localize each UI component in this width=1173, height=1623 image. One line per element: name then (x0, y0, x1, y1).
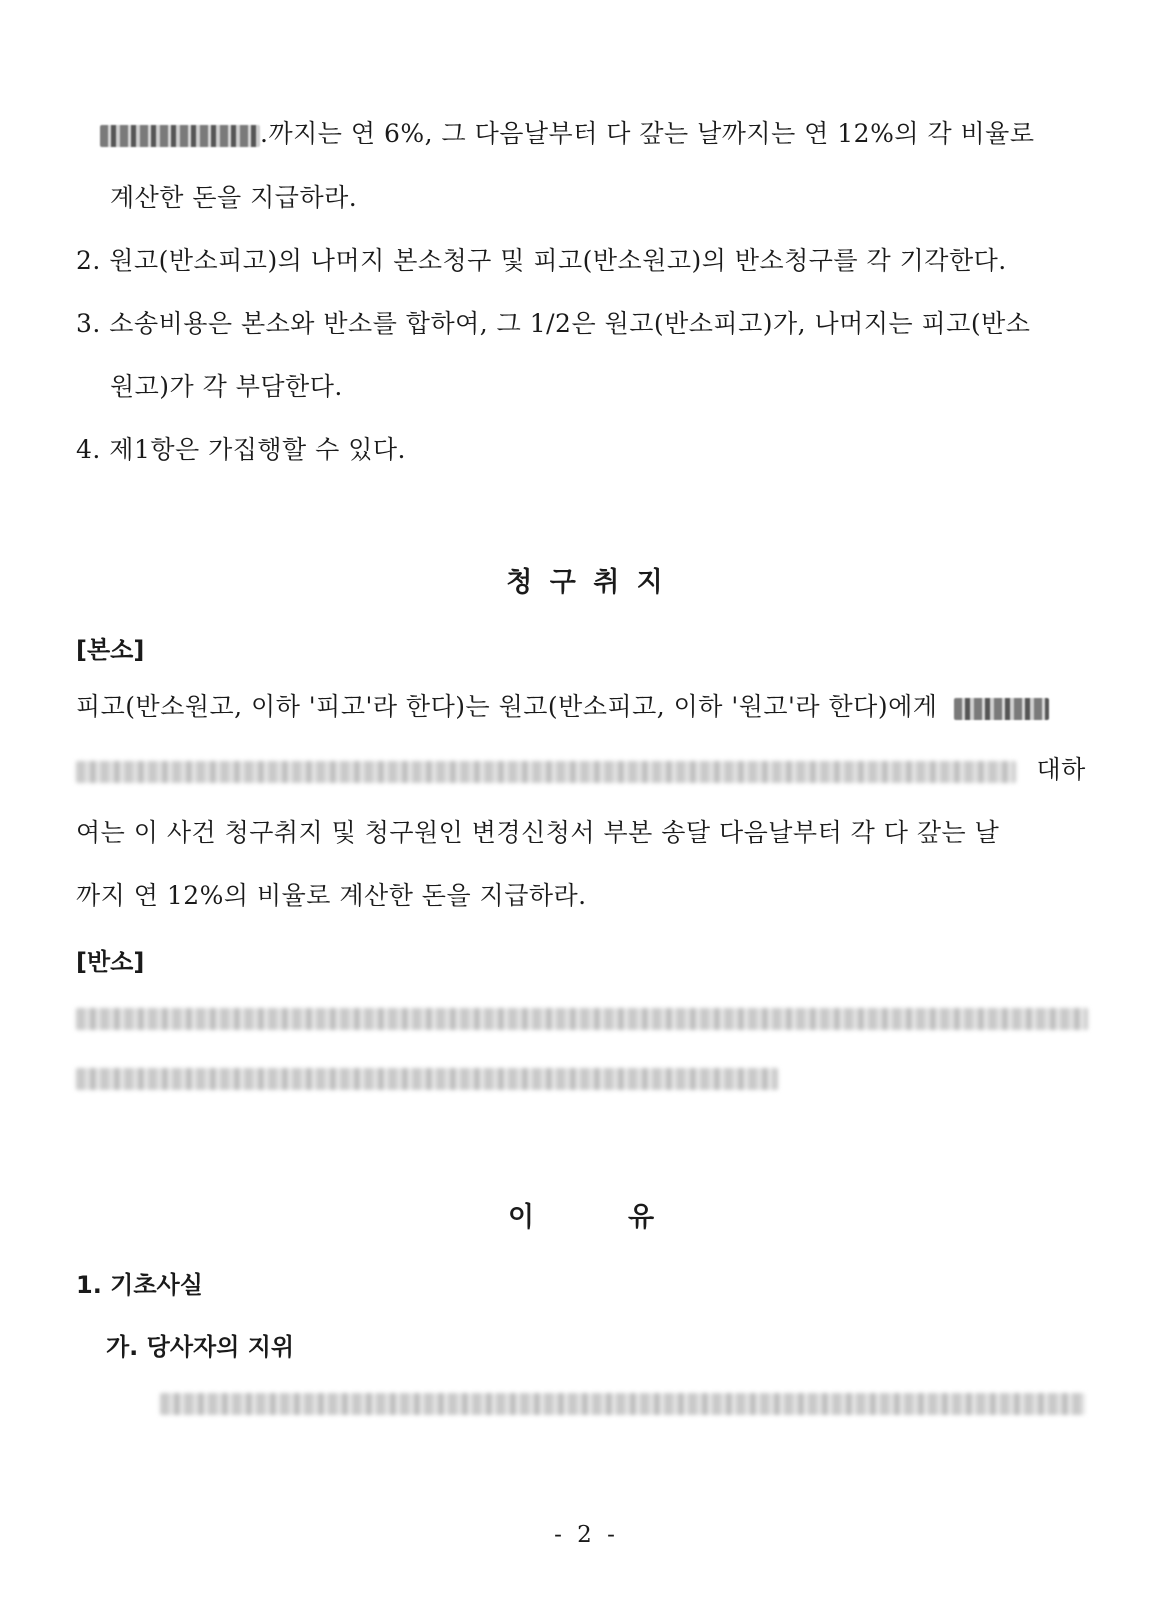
redacted-date (100, 125, 260, 147)
main-claim-label: [본소] (76, 636, 145, 664)
section-1-heading: 1. 기초사실 (76, 1271, 203, 1299)
counter-claim-label: [반소] (76, 948, 145, 976)
order-item-2: 2. 원고(반소피고)의 나머지 본소청구 및 피고(반소원고)의 반소청구를 각 기각한다. (76, 246, 1007, 275)
redacted-counter-line-1 (76, 1008, 1088, 1032)
claim-heading: 청 구 취 지 (506, 567, 667, 598)
document-page: .까지는 연 6%, 그 다음날부터 다 갚는 날까지는 연 12%의 각 비율로 계산한 돈을 지급하라. 2. 원고(반소피고)의 나머지 본소청구 및 피고(반소원고)의 반소청구를 각 기각한다. 3. 소송비용은 본소와 반소를 합하여, 그 1/2은 원고(반소피고)가, 나머지는 피고(반소 원고)가 각 부담한다. 4. 제1항은 가집행할 수 있다. 청 구 취 지 [본소] 피고(반소원고, 이하 '피고'라 한다)는 원고(반소피고, 이하 '원고'라 한다)에게 대하 여는 이 사건 청구취지 및 청구원인 변경신청서 부본 송달 다음날부터 각 다 갚는 날 까지 연 12%의 비율로 계산한 돈을 지급하라. [반소] 이 유 1. 기초사실 가. 당사자의 지위 - 2 - (0, 0, 1173, 1623)
order-line-1: .까지는 연 6%, 그 다음날부터 다 갚는 날까지는 연 12%의 각 비율로 (100, 116, 1035, 152)
order-item-3-line-1: 3. 소송비용은 본소와 반소를 합하여, 그 1/2은 원고(반소피고)가, 나머지는 피고(반소 (76, 309, 1031, 338)
main-claim-line-2: 대하 (76, 752, 1086, 788)
order-line-2: 계산한 돈을 지급하라. (110, 183, 358, 212)
main-claim-line-3: 여는 이 사건 청구취지 및 청구원인 변경신청서 부본 송달 다음날부터 각 다 갚는 날 (76, 818, 1000, 847)
main-claim-line-1: 피고(반소원고, 이하 '피고'라 한다)는 원고(반소피고, 이하 '원고'라 한다)에게 (76, 689, 1049, 725)
order-item-4: 4. 제1항은 가집행할 수 있다. (76, 435, 406, 464)
subsection-heading: 가. 당사자의 지위 (106, 1333, 295, 1361)
redacted-party-line (160, 1393, 1085, 1417)
redacted-amount (954, 698, 1049, 720)
redacted-text (76, 761, 1016, 783)
redacted-counter-line-2 (76, 1068, 778, 1092)
main-claim-line-4: 까지 연 12%의 비율로 계산한 돈을 지급하라. (76, 881, 587, 910)
order-item-3-line-2: 원고)가 각 부담한다. (110, 372, 343, 401)
page-number: - 2 - (554, 1522, 619, 1548)
